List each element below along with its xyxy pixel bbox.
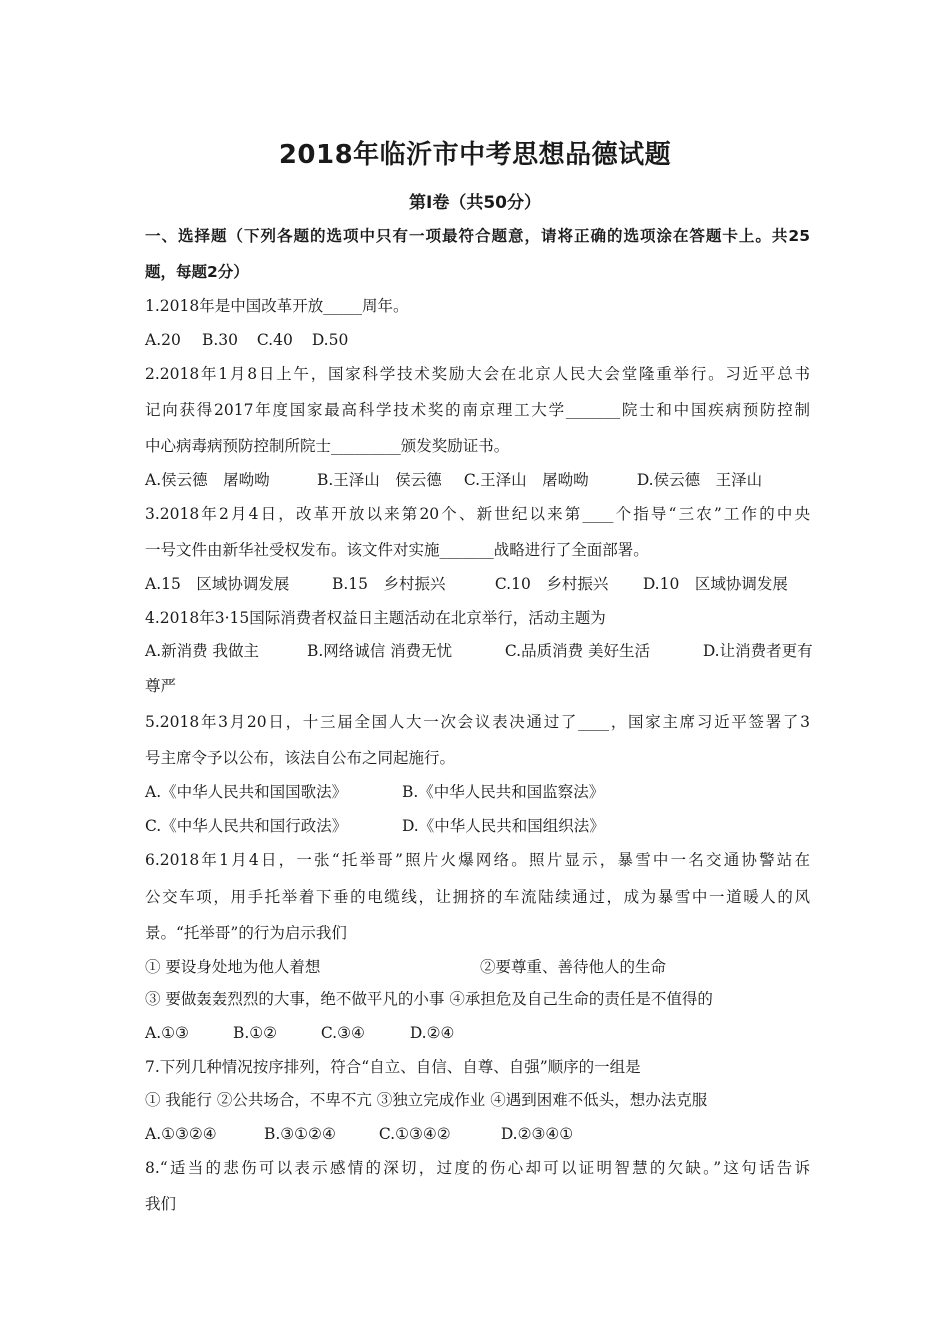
question-3-line2: 一号文件由新华社受权发布。该文件对实施_______战略进行了全面部署。 — [145, 541, 649, 559]
option-b: B.15 乡村振兴 — [331, 575, 446, 593]
option-a: A.15 区域协调发展 — [145, 575, 290, 593]
question-2-line3: 中心病毒病预防控制所院士_________颁发奖励证书。 — [145, 437, 510, 455]
option-a: A.新消费 我做主 — [145, 642, 260, 660]
question-1-options — [145, 330, 810, 350]
question-2-line2: 记向获得2017年度国家最高科学技术奖的南京理工大学_______院士和中国疾病预防控制 — [145, 401, 810, 419]
question-7-items: ① 我能行 ②公共场合，不卑不亢 ③独立完成作业 ④遇到困难不低头，想办法克服 — [145, 1091, 708, 1109]
question-2-options — [145, 470, 810, 490]
question-8-line2: 我们 — [145, 1195, 177, 1213]
question-4-stem: 4.2018年3·15国际消费者权益日主题活动在北京举行，活动主题为 — [145, 609, 606, 627]
option-d: D.②④ — [409, 1024, 455, 1042]
statement-1: ① 要设身处地为他人着想 — [145, 958, 321, 976]
option-a: A.①③ — [145, 1024, 189, 1042]
option-a: A.①③②④ — [145, 1125, 217, 1143]
question-5-line1: 5.2018年3月20日，十三届全国人大一次会议表决通过了____，国家主席习近平签署了3 — [145, 713, 810, 731]
question-7-options — [145, 1124, 810, 1144]
option-b: B.③①②④ — [263, 1125, 336, 1143]
question-6-line3: 景。“托举哥”的行为启示我们 — [145, 924, 347, 942]
question-8-line1: 8.“适当的悲伤可以表示感情的深切，过度的伤心却可以证明智慧的欠缺。”这句话告诉 — [145, 1159, 810, 1177]
option-b: B.①② — [232, 1024, 278, 1042]
part-subtitle: 第Ⅰ卷（共50分） — [409, 193, 541, 213]
question-3-line1: 3.2018年2月4日，改革开放以来第20个、新世纪以来第____个指导“三农”工作的中央 — [145, 505, 810, 523]
question-3-options — [145, 574, 810, 594]
option-b: B.网络诚信 消费无忧 — [306, 642, 453, 660]
question-4-option-d-wrap: 尊严 — [145, 677, 177, 695]
option-c: C.①③④② — [378, 1125, 451, 1143]
option-c: C.③④ — [320, 1024, 365, 1042]
option-d: D.10 区域协调发展 — [642, 575, 788, 593]
question-5-options-row2 — [145, 816, 810, 836]
question-4-options — [145, 641, 813, 661]
option-d: D.②③④① — [500, 1125, 574, 1143]
question-1-stem: 1.2018年是中国改革开放_____周年。 — [145, 297, 409, 315]
section-heading-line2: 题，每题2分） — [145, 263, 249, 281]
question-6-line2: 公交车项，用手托举着下垂的电缆线，让拥挤的车流陆续通过，成为暴雪中一道暖人的风 — [145, 888, 810, 906]
option-b: B.30 — [201, 331, 238, 349]
option-d: D.侯云德 王泽山 — [636, 471, 763, 489]
option-d: D.让消费者更有 — [702, 642, 813, 660]
option-a: A.侯云德 屠呦呦 — [145, 471, 270, 489]
option-a: A.《中华人民共和国国歌法》 — [145, 783, 348, 801]
option-c: C.王泽山 屠呦呦 — [463, 471, 589, 489]
question-6-items-row2: ③ 要做轰轰烈烈的大事，绝不做平凡的小事 ④承担危及自己生命的责任是不值得的 — [145, 990, 713, 1008]
question-6-items-row1 — [145, 957, 810, 977]
option-c: C.40 — [256, 331, 293, 349]
option-b: B.王泽山 侯云德 — [316, 471, 442, 489]
option-c: C.10 乡村振兴 — [494, 575, 609, 593]
question-5-line2: 号主席令予以公布，该法自公布之同起施行。 — [145, 749, 456, 767]
statement-2: ②要尊重、善待他人的生命 — [479, 958, 666, 976]
option-d: D.50 — [311, 331, 349, 349]
question-6-options — [145, 1023, 810, 1043]
question-5-options-row1 — [145, 782, 810, 802]
option-c: C.品质消费 美好生活 — [504, 642, 651, 660]
option-a: A.20 — [145, 331, 181, 349]
option-b: B.《中华人民共和国监察法》 — [401, 783, 605, 801]
question-6-line1: 6.2018年1月4日，一张“托举哥”照片火爆网络。照片显示，暴雪中一名交通协警站在 — [145, 851, 810, 869]
option-d: D.《中华人民共和国组织法》 — [401, 817, 605, 835]
section-heading-line1: 一、选择题（下列各题的选项中只有一项最符合题意，请将正确的选项涂在答题卡上。共25 — [145, 227, 810, 245]
option-c: C.《中华人民共和国行政法》 — [145, 817, 348, 835]
question-7-stem: 7.下列几种情况按序排列，符合“自立、自信、自尊、自强”顺序的一组是 — [145, 1058, 641, 1076]
exam-title: 2018年临沂市中考思想品德试题 — [278, 140, 672, 170]
question-2-line1: 2.2018年1月8日上午，国家科学技术奖励大会在北京人民大会堂隆重举行。习近平总书 — [145, 365, 810, 383]
